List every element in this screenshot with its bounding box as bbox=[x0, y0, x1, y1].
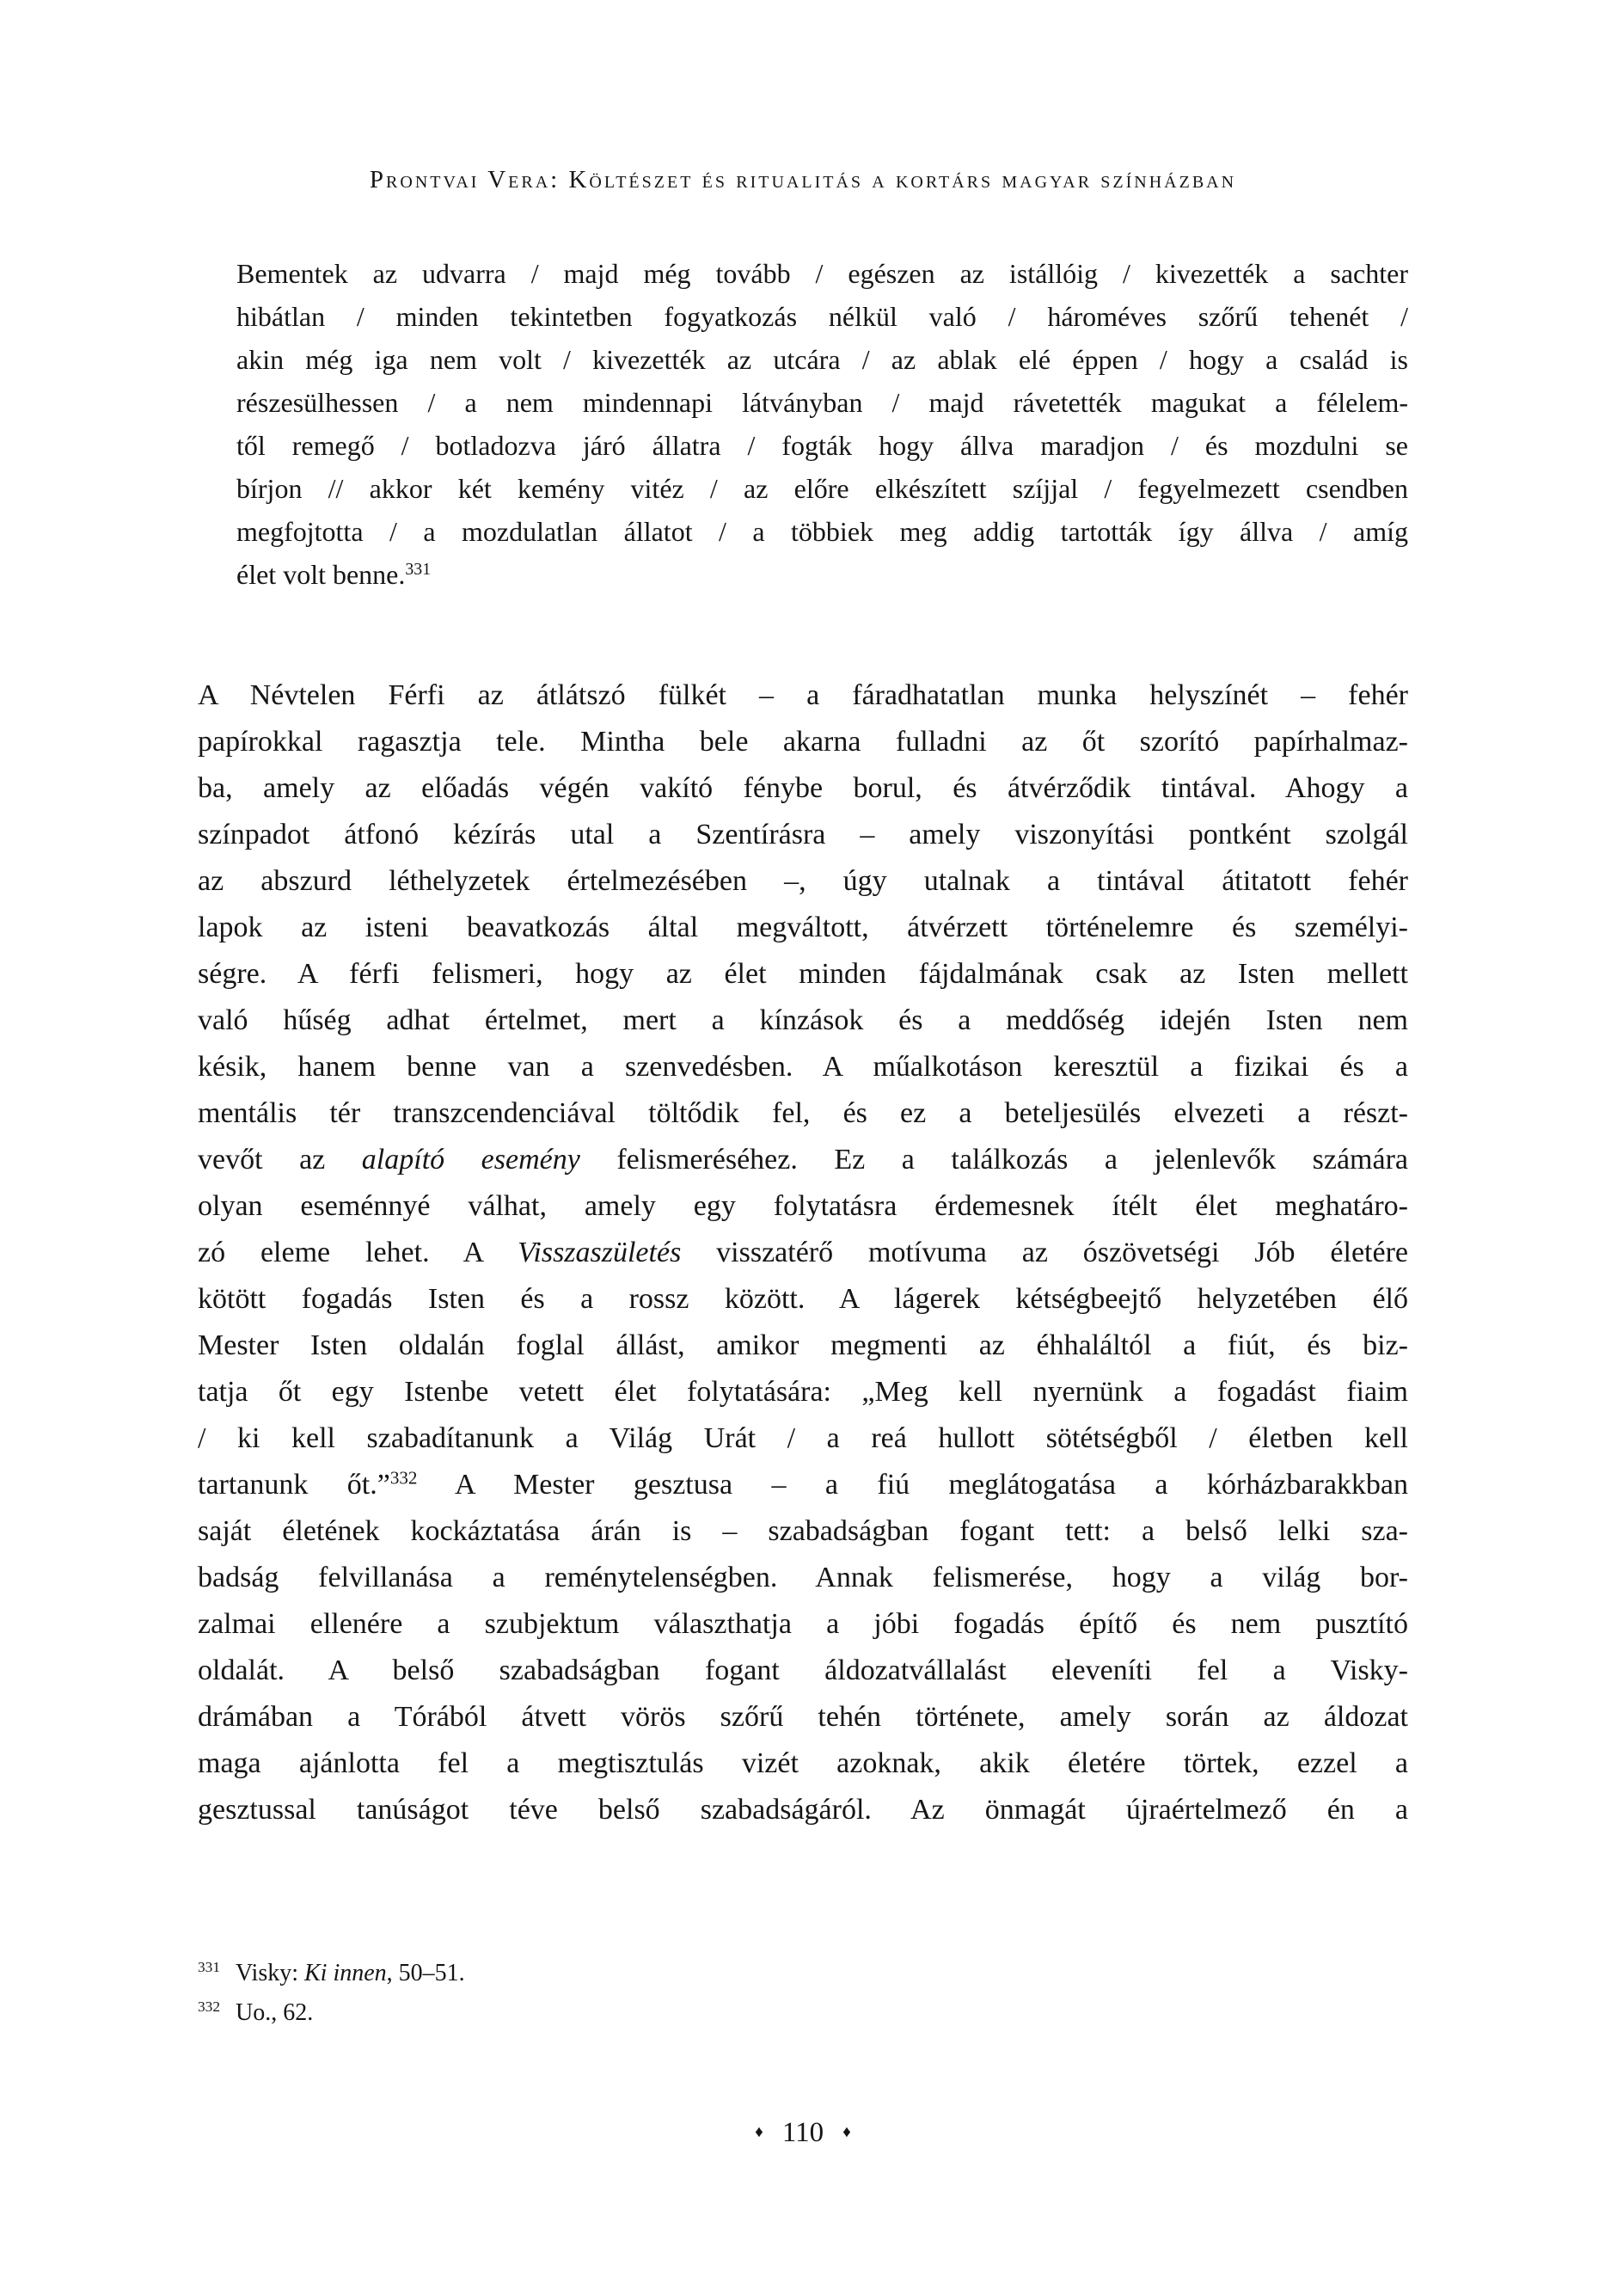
text-segment: kötött fogadás Isten és a rossz között. A lágerek kétségbeejtő helyzetében élő bbox=[198, 1283, 1408, 1315]
text-segment: tatja őt egy Istenbe vetett élet folytatására: „Meg kell nyernünk a fogadást fiaim bbox=[198, 1376, 1408, 1408]
text-segment: megfojtotta / a mozdulatlan állatot / a többiek meg addig tartották így állva / amíg bbox=[236, 516, 1408, 547]
body-line bbox=[198, 812, 1408, 858]
body-line bbox=[198, 1508, 1408, 1555]
text-segment: A Mester gesztusa – a fiú meglátogatása a kórházbarakkban bbox=[417, 1469, 1408, 1501]
text-segment: bírjon // akkor két kemény vitéz / az előre elkészített szíjjal / fegyelmezett csendben bbox=[236, 473, 1408, 504]
quote-line bbox=[236, 424, 1408, 467]
body-line bbox=[198, 1276, 1408, 1323]
body-line bbox=[198, 1090, 1408, 1137]
text-segment: való hűség adhat értelmet, mert a kínzások és a meddőség idején Isten nem bbox=[198, 1004, 1408, 1036]
text-segment: hibátlan / minden tekintetben fogyatkozás nélkül való / hároméves szőrű tehenét / bbox=[236, 301, 1408, 332]
footnotes bbox=[198, 1954, 1408, 2033]
footnote-line: 332 Uo., 62. bbox=[198, 1998, 314, 2026]
text-segment: ségre. A férfi felismeri, hogy az élet minden fájdalmának csak az Isten mellett bbox=[198, 958, 1408, 990]
text-segment: felismeréséhez. Ez a találkozás a jelenlevők számára bbox=[579, 1144, 1408, 1176]
text-segment: az abszurd léthelyzetek értelmezésében –, úgy utalnak a tintával átitatott fehér bbox=[198, 865, 1408, 897]
body-line bbox=[198, 1415, 1408, 1462]
text-segment: élet volt benne. bbox=[236, 559, 406, 590]
footnote-marker: 332 bbox=[389, 1467, 418, 1489]
text-segment: gesztussal tanúságot téve belső szabadságáról. Az önmagát újraértelmező én a bbox=[198, 1794, 1408, 1826]
text-segment: papírokkal ragasztja tele. Mintha bele akarna fulladni az őt szorító papírhalmaz- bbox=[198, 726, 1408, 758]
text-segment: akin még iga nem volt / kivezették az utcára / az ablak elé éppen / hogy a család is bbox=[236, 344, 1408, 375]
footnote-line: 331 Visky: Ki innen, 50–51. bbox=[198, 1959, 465, 1986]
text-segment: visszatérő motívuma az ószövetségi Jób életére bbox=[681, 1237, 1408, 1268]
text-segment: oldalát. A belső szabadságban fogant áldozatvállalást eleveníti fel a Visky- bbox=[198, 1654, 1408, 1686]
text-segment: maga ajánlotta fel a megtisztulás vizét azoknak, akik életére törtek, ezzel a bbox=[198, 1747, 1408, 1779]
block-quote bbox=[236, 252, 1408, 596]
text-segment: Visky: bbox=[236, 1960, 304, 1986]
text-segment: Uo., 62. bbox=[236, 1999, 314, 2026]
text-segment: késik, hanem benne van a szenvedésben. A műalkotáson keresztül a fizikai és a bbox=[198, 1051, 1408, 1083]
body-line bbox=[198, 858, 1408, 905]
body-line bbox=[198, 1323, 1408, 1369]
body-line bbox=[198, 1044, 1408, 1090]
quote-line bbox=[236, 510, 1408, 553]
text-segment: A Névtelen Férfi az átlátszó fülkét – a fáradhatatlan munka helyszínét – fehér bbox=[198, 679, 1408, 711]
quote-line bbox=[236, 381, 1408, 424]
body-line bbox=[198, 1137, 1408, 1183]
folio-bullet-right-icon: ♦ bbox=[842, 2123, 851, 2141]
body-line bbox=[198, 905, 1408, 951]
text-segment: lapok az isteni beavatkozás által megváltott, átvérzett történelemre és személyi- bbox=[198, 912, 1408, 943]
text-segment: tartanunk őt.” bbox=[198, 1469, 390, 1501]
body-line bbox=[198, 1740, 1408, 1787]
body-line bbox=[198, 1183, 1408, 1230]
body-line bbox=[198, 719, 1408, 765]
text-segment: Ki innen bbox=[304, 1960, 387, 1986]
text-segment: től remegő / botladozva járó állatra / fogták hogy állva maradjon / és mozdulni se bbox=[236, 430, 1408, 461]
body-line bbox=[198, 765, 1408, 812]
text-segment: / ki kell szabadítanunk a Világ Urát / a reá hullott sötétségből / életben kell bbox=[198, 1422, 1408, 1454]
body-line bbox=[198, 1369, 1408, 1415]
running-header: Prontvai Vera: Költészet és ritualitás a kortárs magyar színházban bbox=[369, 166, 1237, 193]
body-line bbox=[198, 998, 1408, 1044]
page-footer bbox=[198, 2115, 1408, 2150]
body-line bbox=[198, 1787, 1408, 1833]
quote-line bbox=[236, 295, 1408, 338]
text-segment: Bementek az udvarra / majd még tovább / egészen az istállóig / kivezették a sachter bbox=[236, 258, 1408, 289]
body-line bbox=[198, 1462, 1408, 1508]
quote-line bbox=[236, 553, 1408, 596]
page-number: 110 bbox=[781, 2117, 824, 2148]
body-line bbox=[198, 1648, 1408, 1694]
quote-line bbox=[236, 252, 1408, 295]
text-segment: Mester Isten oldalán foglal állást, amikor megmenti az éhhaláltól a fiút, és biz- bbox=[198, 1329, 1408, 1361]
text-segment: alapító esemény bbox=[361, 1144, 580, 1176]
text-segment: színpadot átfonó kézírás utal a Szentírásra – amely viszonyítási pontként szolgál bbox=[198, 819, 1408, 850]
body-line bbox=[198, 672, 1408, 719]
footnote-marker: 331 bbox=[405, 560, 432, 580]
text-segment: zó eleme lehet. A bbox=[198, 1237, 518, 1268]
text-segment: drámában a Tórából átvett vörös szőrű tehén története, amely során az áldozat bbox=[198, 1701, 1408, 1733]
text-segment: ba, amely az előadás végén vakító fénybe borul, és átvérződik tintával. Ahogy a bbox=[198, 772, 1408, 804]
quote-line bbox=[236, 338, 1408, 381]
body-line bbox=[198, 951, 1408, 998]
body-line bbox=[198, 1230, 1408, 1276]
text-segment: badság felvillanása a reménytelenségben. Annak felismerése, hogy a világ bor- bbox=[198, 1562, 1408, 1593]
text-segment: olyan eseménnyé válhat, amely egy folytatásra érdemesnek ítélt élet meghatáro- bbox=[198, 1190, 1408, 1222]
body-line bbox=[198, 1601, 1408, 1648]
text-segment: mentális tér transzcendenciával töltődik fel, és ez a beteljesülés elvezeti a részt- bbox=[198, 1097, 1408, 1129]
body-line bbox=[198, 1555, 1408, 1601]
text-segment: , 50–51. bbox=[386, 1960, 465, 1986]
quote-line bbox=[236, 467, 1408, 510]
body-line bbox=[198, 1694, 1408, 1740]
text-segment: Visszaszületés bbox=[518, 1237, 682, 1268]
body-paragraph bbox=[198, 672, 1408, 1833]
text-segment: részesülhessen / a nem mindennapi látványban / majd rávetették magukat a félelem- bbox=[236, 387, 1408, 418]
text-segment: zalmai ellenére a szubjektum választhatja a jóbi fogadás építő és nem pusztító bbox=[198, 1608, 1408, 1640]
folio-bullet-left-icon: ♦ bbox=[755, 2123, 763, 2141]
text-segment: saját életének kockáztatása árán is – szabadságban fogant tett: a belső lelki sza- bbox=[198, 1515, 1408, 1547]
text-segment: vevőt az bbox=[198, 1144, 362, 1176]
